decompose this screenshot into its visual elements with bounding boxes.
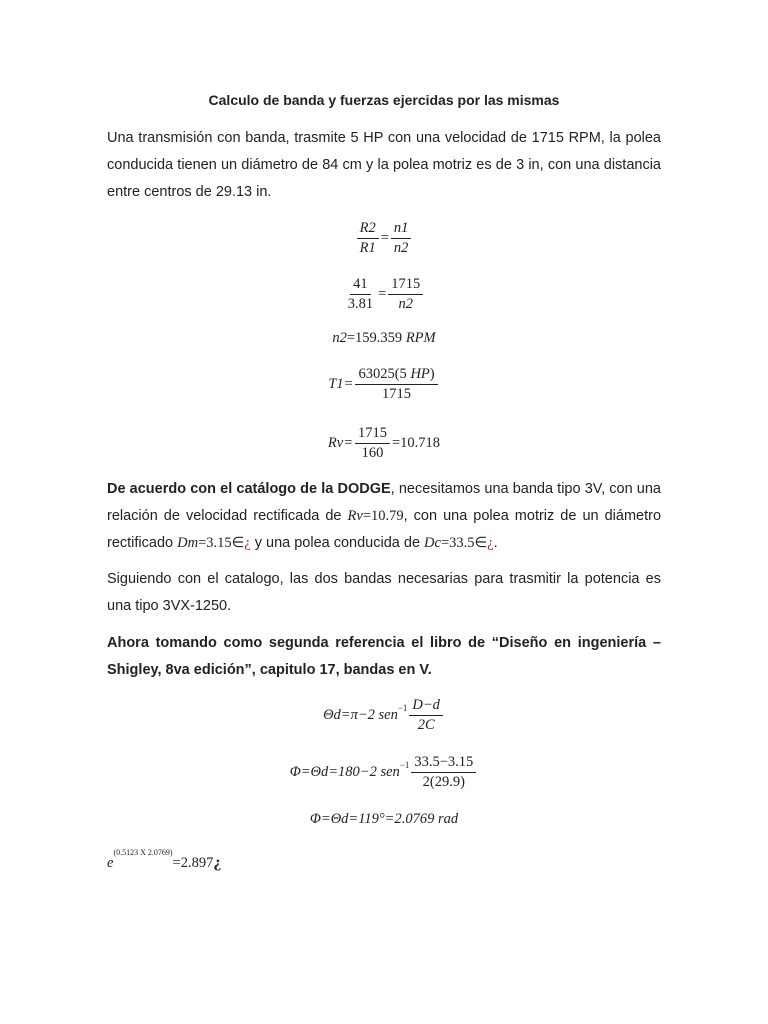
numerator: n1	[391, 220, 412, 239]
document-title: Calculo de banda y fuerzas ejercidas por las mismas	[208, 92, 560, 108]
denominator: n2	[398, 296, 414, 312]
text-run: .	[493, 535, 498, 551]
unknown-glyph: ¿	[213, 854, 222, 871]
unknown-glyph: ¿	[487, 535, 494, 551]
text-run: , con una polea motriz de un diámetro rectificado	[107, 508, 662, 551]
equals-sign: =	[378, 285, 387, 302]
reference-paragraph: Ahora tomando como segunda referencia el libro de “Diseño en ingeniería – Shigley, 8va edición”, capitulo 17, bandas en V.	[107, 635, 661, 678]
n2-result	[0, 330, 768, 347]
numerator: R2	[357, 220, 379, 239]
rv-symbol: Rv=	[327, 434, 353, 451]
text-run: , necesitamos una banda tipo 3V, con una relación de velocidad rectificada de	[107, 481, 662, 524]
equals-sign: =	[380, 229, 389, 246]
dc-value: =33.5∈	[440, 535, 488, 551]
catalog-reference: De acuerdo con el catálogo de la DODGE	[107, 481, 391, 497]
substitution-equation	[0, 276, 768, 313]
rv-value: =10.718	[392, 434, 441, 451]
theta-formula	[0, 697, 768, 734]
inverse-exponent: −1	[399, 759, 410, 770]
denominator: 160	[361, 445, 384, 461]
unknown-glyph: ¿	[244, 535, 251, 551]
numerator: 1715	[355, 425, 390, 444]
denominator: 3.81	[347, 296, 374, 312]
numerator: 63025(5 HP)	[355, 366, 437, 385]
n2-symbol: n2	[332, 330, 347, 346]
fraction-r	[357, 220, 379, 257]
theta-lhs: Θd=π−2 sen	[323, 706, 398, 723]
torque-equation	[0, 366, 768, 403]
dc-symbol: Dc	[424, 535, 441, 551]
torque-symbol: T1=	[328, 375, 354, 392]
numerator: 33.5−3.15	[411, 754, 476, 773]
rad-unit: rad	[437, 811, 459, 827]
catalog-paragraph	[107, 476, 661, 557]
denominator: n2	[393, 240, 409, 256]
exp-value: =2.897	[172, 855, 214, 871]
phi-lhs: Φ=Θd=180−2 sen	[289, 763, 400, 780]
intro-paragraph: Una transmisión con banda, trasmite 5 HP con una velocidad de 1715 RPM, la polea conducida tienen un diámetro de 84 cm y la polea motriz es de 3 in, con una distancia entre centros de 29.13 in.	[107, 130, 661, 200]
denominator: 2(29.9)	[422, 774, 465, 790]
numerator: D−d	[409, 697, 443, 716]
rv-fraction	[355, 425, 390, 462]
dm-symbol: Dm	[177, 535, 199, 551]
ratio-equation	[0, 220, 768, 257]
rv-value: =10.79	[362, 508, 404, 524]
numerator: 1715	[388, 276, 423, 295]
exponential-result	[107, 848, 221, 872]
theta-fraction	[409, 697, 443, 734]
rv-symbol: Rv	[347, 508, 363, 524]
phi-fraction	[411, 754, 476, 791]
phi-value: Φ=Θd=119°=2.0769	[309, 811, 438, 827]
inverse-exponent: −1	[397, 702, 408, 713]
text-run: y una polea conducida de	[250, 535, 425, 551]
exp-power: (0.5123 X 2.0769)	[113, 848, 173, 857]
numerator: 41	[350, 276, 371, 295]
fraction-speeds	[388, 276, 423, 313]
denominator: 2C	[417, 717, 435, 733]
exp-base: e	[107, 855, 114, 871]
phi-substitution	[0, 754, 768, 791]
torque-fraction	[355, 366, 437, 403]
speed-ratio-equation	[0, 425, 768, 462]
fraction-diameters	[345, 276, 376, 313]
denominator: 1715	[382, 386, 412, 402]
rpm-unit: RPM	[405, 330, 436, 346]
fraction-n	[391, 220, 412, 257]
phi-result	[0, 811, 768, 828]
band-selection-paragraph: Siguiendo con el catalogo, las dos bandas necesarias para trasmitir la potencia es una tipo 3VX-1250.	[107, 571, 661, 614]
denominator: R1	[359, 240, 376, 256]
dm-value: =3.15∈	[198, 535, 245, 551]
n2-value: =159.359	[346, 330, 406, 346]
